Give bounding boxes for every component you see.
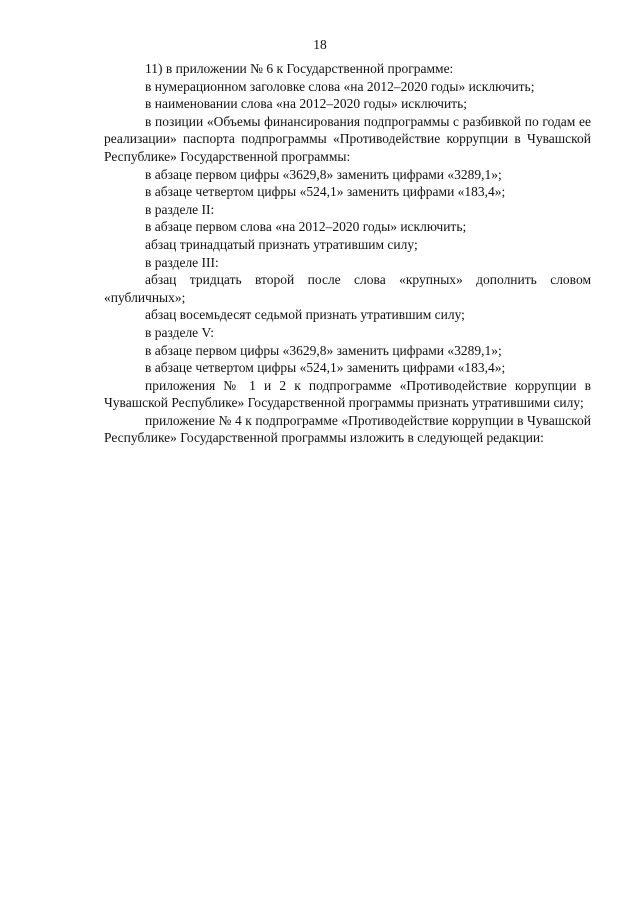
document-body — [104, 60, 591, 447]
paragraph-section-ii: в разделе II: — [145, 201, 215, 217]
paragraph-appendix-4: приложение № 4 к подпрограмме «Противодействие коррупции в Чувашской Республике» Государственной программы изложить в следующей редакции: — [104, 412, 591, 446]
paragraph-first-abzac-figures: в абзаце первом цифры «3629,8» заменить цифрами «3289,1»; — [145, 166, 502, 182]
paragraph-item-11-heading: 11) в приложении № 6 к Государственной программе: — [145, 61, 454, 76]
paragraph-fourth-abzac-figures: в абзаце четвертом цифры «524,1» заменить цифрами «183,4»; — [145, 184, 506, 200]
paragraph-thirty-second-abzac: абзац тридцать второй после слова «крупных» дополнить словом «публичных»; — [104, 272, 591, 305]
paragraph-section-v: в разделе V: — [145, 324, 215, 340]
paragraph-title: в наименовании слова «на 2012–2020 годы» исключить; — [145, 96, 467, 112]
paragraph-section-v-first-abzac: в абзаце первом цифры «3629,8» заменить цифрами «3289,1»; — [145, 342, 502, 358]
page-number: 18 — [313, 37, 327, 52]
paragraph-funding-position: в позиции «Объемы финансирования подпрограммы с разбивкой по годам ее реализации» паспорта подпрограммы «Противодействие коррупции в Чувашской Республике» Государственной программы: — [104, 113, 591, 164]
paragraph-thirteenth-abzac: абзац тринадцатый признать утратившим силу; — [145, 236, 418, 252]
paragraph-appendices-1-2: приложения № 1 и 2 к подпрограмме «Противодействие коррупции в Чувашской Республике» Государственной программы признать утратившими силу; — [104, 377, 591, 411]
paragraph-section-v-fourth-abzac: в абзаце четвертом цифры «524,1» заменить цифрами «183,4»; — [145, 360, 506, 376]
paragraph-section-ii-first-abzac: в абзаце первом слова «на 2012–2020 годы» исключить; — [145, 219, 467, 235]
paragraph-eighty-seventh-abzac: абзац восемьдесят седьмой признать утратившим силу; — [145, 307, 465, 323]
paragraph-numbering-heading: в нумерационном заголовке слова «на 2012–2020 годы» исключить; — [145, 78, 535, 94]
paragraph-section-iii: в разделе III: — [145, 254, 219, 270]
